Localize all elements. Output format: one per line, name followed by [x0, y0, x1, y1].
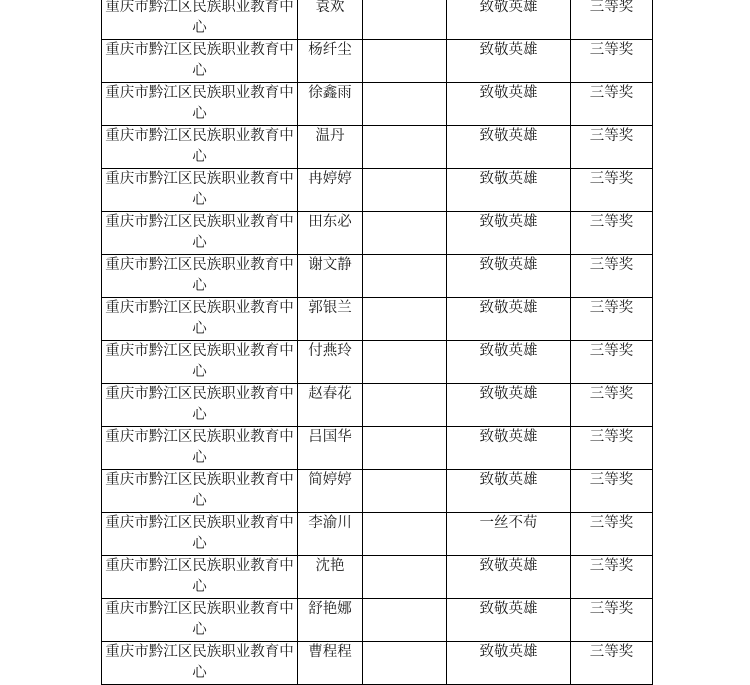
prize-cell: 三等奖: [571, 427, 653, 470]
name-cell: 温丹: [298, 126, 363, 169]
work-title-cell: 致敬英雄: [447, 427, 571, 470]
empty-cell: [363, 470, 447, 513]
empty-cell: [363, 341, 447, 384]
award-list-page: [101, 0, 651, 685]
school-cell: 重庆市黔江区民族职业教育中心: [102, 212, 298, 255]
school-cell: 重庆市黔江区民族职业教育中心: [102, 255, 298, 298]
school-cell: 重庆市黔江区民族职业教育中心: [102, 384, 298, 427]
name-cell: 袁欢: [298, 0, 363, 40]
name-cell: 沈艳: [298, 556, 363, 599]
school-cell: 重庆市黔江区民族职业教育中心: [102, 169, 298, 212]
work-title-cell: 致敬英雄: [447, 0, 571, 40]
name-cell: 曹程程: [298, 642, 363, 685]
work-title-cell: 致敬英雄: [447, 384, 571, 427]
table-row: [102, 427, 653, 470]
table-row: [102, 513, 653, 556]
name-cell: 简婷婷: [298, 470, 363, 513]
school-cell: 重庆市黔江区民族职业教育中心: [102, 298, 298, 341]
school-cell: 重庆市黔江区民族职业教育中心: [102, 126, 298, 169]
prize-cell: 三等奖: [571, 341, 653, 384]
work-title-cell: 致敬英雄: [447, 470, 571, 513]
work-title-cell: 致敬英雄: [447, 126, 571, 169]
table-row: [102, 341, 653, 384]
award-table: [101, 0, 653, 685]
table-row: [102, 212, 653, 255]
prize-cell: 三等奖: [571, 470, 653, 513]
prize-cell: 三等奖: [571, 40, 653, 83]
work-title-cell: 致敬英雄: [447, 169, 571, 212]
school-cell: 重庆市黔江区民族职业教育中心: [102, 0, 298, 40]
school-cell: 重庆市黔江区民族职业教育中心: [102, 40, 298, 83]
table-row: [102, 642, 653, 685]
school-cell: 重庆市黔江区民族职业教育中心: [102, 427, 298, 470]
work-title-cell: 致敬英雄: [447, 642, 571, 685]
name-cell: 杨纤尘: [298, 40, 363, 83]
name-cell: 冉婷婷: [298, 169, 363, 212]
empty-cell: [363, 83, 447, 126]
table-row: [102, 40, 653, 83]
table-row: [102, 255, 653, 298]
empty-cell: [363, 0, 447, 40]
prize-cell: 三等奖: [571, 513, 653, 556]
name-cell: 李渝川: [298, 513, 363, 556]
table-row: [102, 470, 653, 513]
empty-cell: [363, 298, 447, 341]
work-title-cell: 致敬英雄: [447, 599, 571, 642]
school-cell: 重庆市黔江区民族职业教育中心: [102, 341, 298, 384]
school-cell: 重庆市黔江区民族职业教育中心: [102, 513, 298, 556]
school-cell: 重庆市黔江区民族职业教育中心: [102, 470, 298, 513]
name-cell: 谢文静: [298, 255, 363, 298]
prize-cell: 三等奖: [571, 298, 653, 341]
name-cell: 舒艳娜: [298, 599, 363, 642]
empty-cell: [363, 642, 447, 685]
work-title-cell: 一丝不苟: [447, 513, 571, 556]
name-cell: 徐鑫雨: [298, 83, 363, 126]
work-title-cell: 致敬英雄: [447, 298, 571, 341]
table-row: [102, 83, 653, 126]
empty-cell: [363, 255, 447, 298]
prize-cell: 三等奖: [571, 212, 653, 255]
prize-cell: 三等奖: [571, 255, 653, 298]
prize-cell: 三等奖: [571, 599, 653, 642]
work-title-cell: 致敬英雄: [447, 556, 571, 599]
name-cell: 吕国华: [298, 427, 363, 470]
table-row: [102, 169, 653, 212]
table-row: [102, 126, 653, 169]
empty-cell: [363, 427, 447, 470]
empty-cell: [363, 556, 447, 599]
name-cell: 郭银兰: [298, 298, 363, 341]
empty-cell: [363, 40, 447, 83]
prize-cell: 三等奖: [571, 126, 653, 169]
prize-cell: 三等奖: [571, 556, 653, 599]
prize-cell: 三等奖: [571, 384, 653, 427]
empty-cell: [363, 599, 447, 642]
prize-cell: 三等奖: [571, 642, 653, 685]
school-cell: 重庆市黔江区民族职业教育中心: [102, 599, 298, 642]
work-title-cell: 致敬英雄: [447, 40, 571, 83]
work-title-cell: 致敬英雄: [447, 212, 571, 255]
prize-cell: 三等奖: [571, 0, 653, 40]
name-cell: 付燕玲: [298, 341, 363, 384]
empty-cell: [363, 384, 447, 427]
table-row: [102, 556, 653, 599]
empty-cell: [363, 513, 447, 556]
work-title-cell: 致敬英雄: [447, 255, 571, 298]
table-row: [102, 298, 653, 341]
school-cell: 重庆市黔江区民族职业教育中心: [102, 83, 298, 126]
empty-cell: [363, 212, 447, 255]
table-row: [102, 0, 653, 40]
name-cell: 田东必: [298, 212, 363, 255]
table-row: [102, 599, 653, 642]
work-title-cell: 致敬英雄: [447, 341, 571, 384]
school-cell: 重庆市黔江区民族职业教育中心: [102, 642, 298, 685]
empty-cell: [363, 126, 447, 169]
prize-cell: 三等奖: [571, 83, 653, 126]
work-title-cell: 致敬英雄: [447, 83, 571, 126]
prize-cell: 三等奖: [571, 169, 653, 212]
empty-cell: [363, 169, 447, 212]
award-table-body: [102, 0, 653, 685]
table-row: [102, 384, 653, 427]
school-cell: 重庆市黔江区民族职业教育中心: [102, 556, 298, 599]
name-cell: 赵春花: [298, 384, 363, 427]
